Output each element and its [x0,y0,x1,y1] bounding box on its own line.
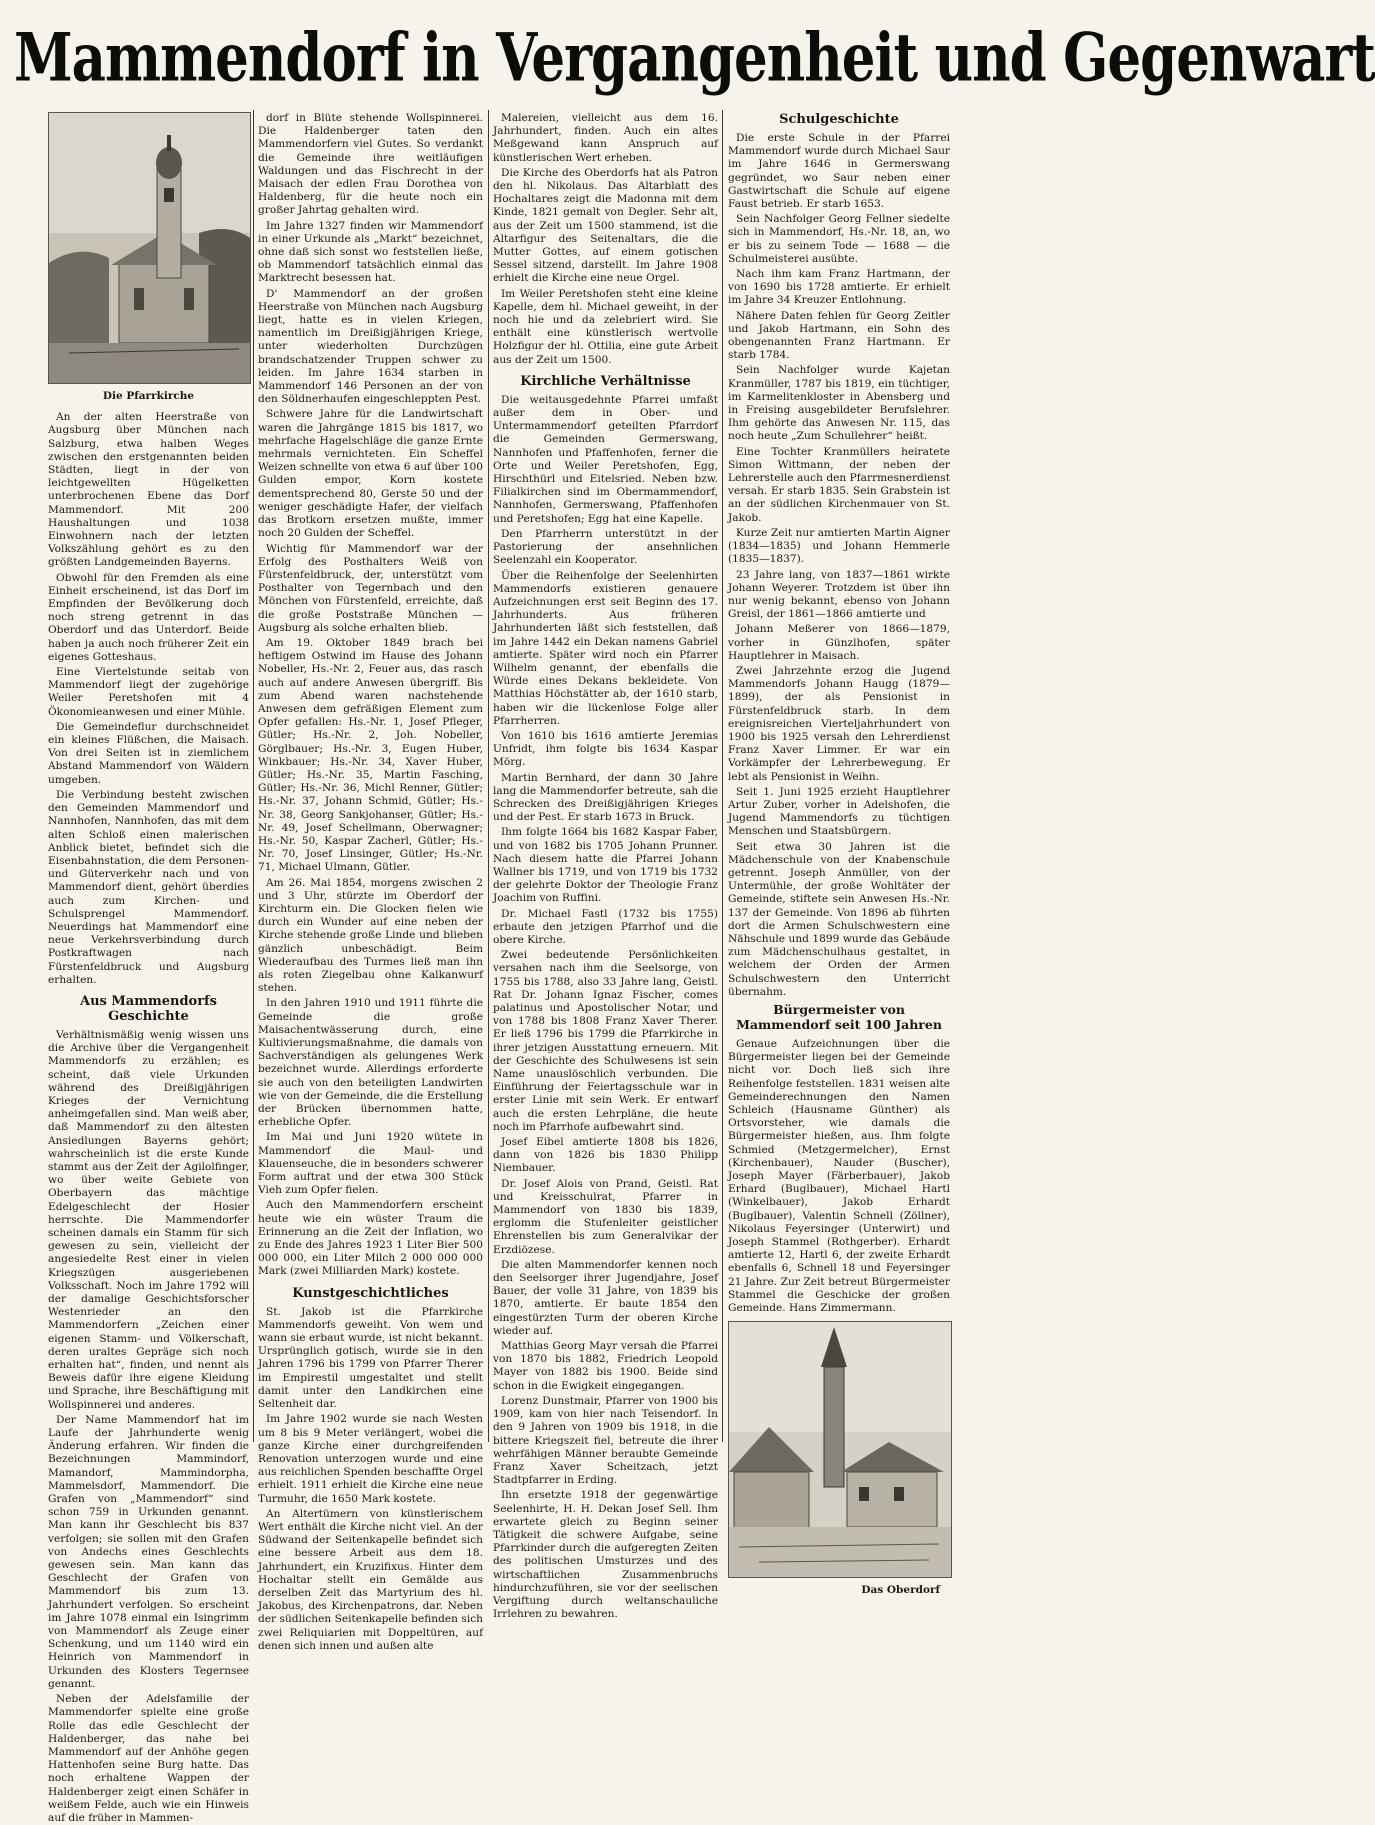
column-rule [253,110,254,1442]
paragraph: Eine Viertelstunde seitab von Mammendorf liegt der zugehörige Weiler Peretshofen mit 4 Ökonomieanwesen und einer Mühle. [48,666,249,718]
paragraph: Nähere Daten fehlen für Georg Zeitler und Jakob Hartmann, ein Sohn des obengenannten Franz Hartmann. Er starb 1784. [728,309,950,362]
paragraph: Die erste Schule in der Pfarrei Mammendorf wurde durch Michael Saur im Jahre 1646 in Germerswang gegründet, wo Saur neben einer Gastwirtschaft die Schule auf eigene Faust betrieb. Er starb 1653. [728,132,950,211]
paragraph: St. Jakob ist die Pfarrkirche Mammendorfs geweiht. Von wem und wann sie erbaut wurde, ist nicht bekannt. Ursprünglich gotisch, wurde sie in den Jahren 1796 bis 1799 von Pfarrer Therer im Empirestil umgestaltet und stellt damit unter den Landkirchen eine Seltenheit dar. [258,1305,483,1411]
paragraph: Von 1610 bis 1616 amtierte Jeremias Unfridt, ihm folgte bis 1634 Kaspar Mörg. [493,729,718,769]
paragraph: Johann Meßerer von 1866—1879, vorher in Günzlhofen, später Hauptlehrer in Maisach. [728,623,950,662]
paragraph: Im Weiler Peretshofen steht eine kleine Kapelle, dem hl. Michael geweiht, in der noch hie und da zelebriert wird. Sie enthält eine künstlerisch wertvolle Holzfigur der hl. Ottilia, eine gute Arbeit aus der Zeit um 1500. [493,287,718,366]
paragraph: Im Jahre 1327 finden wir Mammendorf in einer Urkunde als „Markt“ bezeichnet, ohne daß sich sonst wo feststellen ließe, ob Mammendorf tatsächlich einmal das Marktrecht besessen hat. [258,219,483,285]
paragraph: Josef Eibel amtierte 1808 bis 1826, dann von 1826 bis 1830 Philipp Niembauer. [493,1136,718,1175]
paragraph: Ihm folgte 1664 bis 1682 Kaspar Faber, und von 1682 bis 1705 Johann Prunner. Nach diesem hatte die Pfarrei Johann Wallner bis 1719, und von 1719 bis 1732 der gelehrte Doktor der Theologie Franz Joachim von Ruffini. [493,826,718,905]
paragraph: Zwei Jahrzehnte erzog die Jugend Mammendorfs Johann Haugg (1879—1899), der als Pensionist in Fürstenfeldbruck starb. In dem ereignisreichen Vierteljahrhundert von 1900 bis 1925 versah den Lehrerdienst Franz Xaver Limmer. Er war ein Vorkämpfer der Lehrerbewegung. Er lebt als Pensionist in Weihn. [728,664,950,783]
paragraph: Die weitausgedehnte Pfarrei umfaßt außer dem in Ober- und Untermammendorf geteilten Pfarrdorf die Gemeinden Germerswang, Nannhofen und Pfaffenhofen, ferner die Orte und Weiler Peretshofen, Egg, Hirschthürl und Eitelsried. Neben bzw. Filialkirchen sind im Obermammendorf, Nannhofen, Germerswang, Pfaffenhofen und Peretshofen; Egg hat eine Kapelle. [493,393,718,525]
paragraph: Über die Reihenfolge der Seelenhirten Mammendorfs existieren genauere Aufzeichnungen erst seit Beginn des 17. Jahrhunderts. Aus früheren Jahrhunderten läßt sich feststellen, daß im Jahre 1442 ein Dekan namens Gabriel amtierte. Später wird noch ein Pfarrer Wilhelm genannt, der ebenfalls die Würde eines Dekans bekleidete. Von Matthias Höchstätter ab, der 1610 starb, haben wir die lückenlose Folge aller Pfarrherren. [493,569,718,727]
paragraph: Am 19. Oktober 1849 brach bei heftigem Ostwind im Hause des Johann Nobeller, Hs.-Nr. 2, Feuer aus, das rasch auch auf andere Anwesen übergriff. Bis zum Abend waren nachstehende Anwesen dem gefräßigen Element zum Opfer gefallen: Hs.-Nr. 1, Josef Pfleger, Gütler; Hs.-Nr. 2, Joh. Nobeller, Görglbauer; Hs.-Nr. 3, Eugen Huber, Winkbauer; Hs.-Nr. 34, Xaver Huber, Gütler; Hs.-Nr. 35, Martin Fasching, Gütler; Hs.-Nr. 36, Michl Renner, Gütler; Hs.-Nr. 37, Johann Schmid, Gütler; Hs.-Nr. 38, Georg Sankjohanser, Gütler; Hs.-Nr. 49, Josef Schellmann, Oberwagner; Hs.-Nr. 50, Kaspar Zacherl, Gütler; Hs.-Nr. 70, Josef Linsinger, Gütler; Hs.-Nr. 71, Michael Ulmann, Gütler. [258,636,483,874]
paragraph: Dr. Michael Fastl (1732 bis 1755) erbaute den jetzigen Pfarrhof und die obere Kirche. [493,907,718,946]
paragraph: In den Jahren 1910 und 1911 führte die Gemeinde die große Maisachentwässerung durch, eine Kultivierungsmaßnahme, die damals von Sachverständigen als gelungenes Werk bezeichnet wurde. Allerdings erforderte sie auch von den beteiligten Landwirten wie von der Gemeinde, die die Erstellung der Brücken übernommen hatte, erhebliche Opfer. [258,997,483,1129]
paragraph: Die alten Mammendorfer kennen noch den Seelsorger ihrer Jugendjahre, Josef Bauer, der volle 31 Jahre, von 1839 bis 1870, amtierte. Er baute 1854 den eingestürzten Turm der oberen Kirche wieder auf. [493,1258,718,1337]
section-heading-mayors: Bürgermeister von Mammendorf seit 100 Jahren [736,1002,942,1032]
paragraph: Im Mai und Juni 1920 wütete in Mammendorf die Maul- und Klauenseuche, die in besonders schwerer Form auftrat und der etwa 300 Stück Vieh zum Opfer fielen. [258,1131,483,1197]
masthead-title: Mammendorf in Vergangenheit und Gegenwart [14,19,1375,97]
paragraph: Ihn ersetzte 1918 der gegenwärtige Seelenhirte, H. H. Dekan Josef Sell. Ihm erwartete gleich zu Beginn seiner Tätigkeit die schwere Aufgabe, seine Pfarrkinder durch die aufgeregten Zeiten des politischen Umsturzes und des wirtschaftlichen Zusammenbruchs hindurchzuführen, sie vor der seelischen Vergiftung durch weltanschauliche Irrlehren zu bewahren. [493,1489,718,1621]
paragraph: 23 Jahre lang, von 1837—1861 wirkte Johann Weyerer. Trotzdem ist über ihn nur wenig bekannt, ebenso von Johann Greisl, der 1861—1866 amtierte und [728,568,950,621]
column-3 [493,112,718,1621]
column-4 [728,112,950,1597]
paragraph: Die Kirche des Oberdorfs hat als Patron den hl. Nikolaus. Das Altarblatt des Hochaltares zeigt die Madonna mit dem Kinde, 1821 gemalt von Degler. Sehr alt, aus der Zeit um 1500 stammend, ist die Altarfigur des Seitenaltars, die die Mutter Gottes, auf einem gotischen Sessel sitzend, darstellt. Im Jahre 1908 erhielt die Kirche eine neue Orgel. [493,166,718,285]
section-heading-church: Kirchliche Verhältnisse [520,373,691,389]
paragraph: Nach ihm kam Franz Hartmann, der von 1690 bis 1728 amtierte. Er erhielt im Jahre 34 Kreuzer Entlohnung. [728,268,950,307]
paragraph: Sein Nachfolger Georg Fellner siedelte sich in Mammendorf, Hs.-Nr. 18, an, wo er bis zu seinem Tode — 1688 — die Schulmeisterei ausübte. [728,213,950,265]
paragraph: Verhältnismäßig wenig wissen uns die Archive über die Vergangenheit Mammendorfs zu erzählen; es scheint, daß viele Urkunden während des Dreißigjährigen Krieges der Vernichtung anheimgefallen sind. Man weiß aber, daß Mammendorf zu den ältesten Ansiedlungen Bayerns gehört; wahrscheinlich ist die erste Kunde stammt aus der Zeit der Agilolfinger, wo über weite Gebiete von Oberbayern das mächtige Edelgeschlecht der Hosier herrschte. Die Mammendorfer scheinen damals ein Stamm für sich gewesen zu sein, vielleicht der angesiedelte Rest einer in vielen Kriegszügen ausgeriebenen Volksschaft. Noch im Jahre 1792 will der damalige Geschichtsforscher Westenrieder an den Mammendorfern „Zeichen einer eigenen Stamm- und Völkerschaft, deren uraltes Gepräge sich noch erhalten hat“, finden, und nennt als Beweis dafür ihre eigene Kleidung und Sprache, ihre Beschäftigung mit Wollspinnerei und anderes. [48,1028,249,1411]
paragraph: Malereien, vielleicht aus dem 16. Jahrhundert, finden. Auch ein altes Meßgewand kann Anspruch auf künstlerischen Wert erheben. [493,112,718,164]
church-illustration [49,113,250,383]
section-heading-school: Schulgeschichte [779,112,899,127]
paragraph: Wichtig für Mammendorf war der Erfolg des Posthalters Weiß von Fürstenfeldbruck, der, unterstützt vom Posthalter von Tegernbach und den Mönchen von Fürstenfeld, erreichte, daß die große Poststraße München — Augsburg als solche erhalten blieb. [258,542,483,634]
paragraph: Den Pfarrherrn unterstützt in der Pastorierung der ansehnlichen Seelenzahl ein Kooperator. [493,527,718,567]
section-heading-art: Kunstgeschichtliches [292,1285,449,1301]
paragraph: Im Jahre 1902 wurde sie nach Westen um 8 bis 9 Meter verlängert, wobei die ganze Kirche einer durchgreifenden Renovation unterzogen wurde und eine aus reichlichen Spenden beschaffte Orgel erhielt. 1911 erhielt die Kirche eine neue Turmuhr, die 1650 Mark kostete. [258,1413,483,1505]
oberdorf-photo [728,1321,952,1578]
section-heading-history: Aus Mammendorfs Geschichte [80,993,217,1024]
paragraph: Lorenz Dunstmair, Pfarrer von 1900 bis 1909, kam von hier nach Teisendorf. In den 9 Jahren von 1909 bis 1918, in die bittere Kriegszeit fiel, betreute die ihrer wehrfähigen Männer beraubte Gemeinde Franz Xaver Scheitzach, jetzt Stadtpfarrer in Erding. [493,1394,718,1487]
oberdorf-illustration [729,1322,951,1577]
paragraph: An Altertümern von künstlerischem Wert enthält die Kirche nicht viel. An der Südwand der Seitenkapelle befindet sich eine bessere Arbeit aus dem 18. Jahrhundert, ein Kruzifixus. Hinter dem Hochaltar stellt ein Gemälde aus derselben Zeit das Martyrium des hl. Jakobus, des Kirchenpatrons, dar. Neben der südlichen Seitenkapelle befinden sich zwei Reliquiarien mit Doppeltüren, auf denen sich innen und außen alte [258,1507,483,1652]
paragraph: Martin Bernhard, der dann 30 Jahre lang die Mammendorfer betreute, sah die Schrecken des Dreißigjährigen Krieges und der Pest. Er starb 1673 in Bruck. [493,771,718,824]
paragraph: dorf in Blüte stehende Wollspinnerei. Die Haldenberger taten den Mammendorfern viel Gutes. So verdankt die Gemeinde ihre weitläufigen Waldungen und das Fischrecht in der Maisach der edlen Frau Dorothea von Haldenberg, für die heute noch ein großer Jahrtag gehalten wird. [258,112,483,217]
paragraph: Auch den Mammendorfern erscheint heute wie ein wüster Traum die Erinnerung an die Zeit der Inflation, wo zu Ende des Jahres 1923 1 Liter Bier 500 000 000, ein Liter Milch 2 000 000 000 Mark (zwei Milliarden Mark) kostete. [258,1199,483,1278]
paragraph: Genaue Aufzeichnungen über die Bürgermeister liegen bei der Gemeinde nicht vor. Doch ließ sich ihre Reihenfolge feststellen. 1831 weisen alte Gemeinderechnungen den Namen Schleich (Hausname Günther) als Ortsvorsteher, wie damals die Bürgermeister hießen, aus. Ihm folgte Schmied (Metzgermelcher), Ernst (Kirchenbauer), Nauder (Buscher), Joseph Mayer (Färberbauer), Jakob Erhard (Buglbauer), Michael Hartl (Winkelbauer), Jakob Erhardt (Buglbauer), Valentin Schnell (Zöllner), Nikolaus Feyersinger (Unterwirt) und Joseph Stammel (Rothgerber). Erhardt amtierte 12, Hartl 6, der zweite Erhardt ebenfalls 6, Schnell 18 und Feyersinger 21 Jahre. Zur Zeit betreut Bürgermeister Stammel die Geschicke der großen Gemeinde. Hans Zimmermann. [728,1038,950,1315]
church-photo-caption: Die Pfarrkirche [102,390,195,402]
column-rule [722,110,723,1442]
paragraph: Der Name Mammendorf hat im Laufe der Jahrhunderte wenig Änderung erfahren. Wir finden die Bezeichnungen Mammindorf, Mamandorf, Mammindorpha, Mammelsdorf, Mammendorf. Die Grafen von „Mammendorf“ sind schon 759 in Urkunden genannt. Man kann ihr Geschlecht bis 837 verfolgen; sie sollen mit den Grafen von Andechs eines Geschlechts gewesen sein. Man kann das Geschlecht der Grafen von Mammendorf bis zum 13. Jahrhundert verfolgen. So erscheint im Jahre 1078 einmal ein Isingrimm von Mammendorf als Zeuge einer Schenkung, und um 1140 wird ein Heinrich von Mammendorf in Urkunden des Klosters Tegernsee genannt. [48,1413,249,1690]
paragraph: Am 26. Mai 1854, morgens zwischen 2 und 3 Uhr, stürzte im Oberdorf der Kirchturm ein. Die Glocken fielen wie durch ein Wunder auf eine neben der Kirche stehende große Linde und blieben gänzlich unbeschädigt. Beim Wiederaufbau des Turmes ließ man ihn als roten Ziegelbau ohne Kalkanwurf stehen. [258,876,483,995]
church-photo [48,112,251,384]
oberdorf-photo-caption: Das Oberdorf [861,1584,940,1597]
paragraph: Schwere Jahre für die Landwirtschaft waren die Jahrgänge 1815 bis 1817, wo mehrfache Hagelschläge die ganze Ernte mehrmals vernichteten. Ein Scheffel Weizen schnellte von etwa 6 auf über 100 Gulden empor, Korn kostete dementsprechend 80, Gerste 50 und der weniger geschädigte Hafer, der vielfach das Brotkorn ersetzen mußte, immer noch 20 Gulden der Scheffel. [258,408,483,540]
paragraph: Kurze Zeit nur amtierten Martin Aigner (1834—1835) und Johann Hemmerle (1835—1837). [728,526,950,566]
paragraph: Sein Nachfolger wurde Kajetan Kranmüller, 1787 bis 1819, ein tüchtiger, im Karmelitenkloster in Abensberg und in Freising ausgebildeter Berufslehrer. Ihm gehörte das Anwesen Nr. 115, das noch heute „Zum Schullehrer“ heißt. [728,364,950,443]
paragraph: Dr. Josef Alois von Prand, Geistl. Rat und Kreisschulrat, Pfarrer in Mammendorf von 1830 bis 1839, erglomm die Stufenleiter geistlicher Ehrenstellen bis zum Generalvikar der Erzdiözese. [493,1177,718,1256]
paragraph: Seit etwa 30 Jahren ist die Mädchenschule von der Knabenschule getrennt. Joseph Anmüller, von der Untermühle, der große Wohltäter der Gemeinde, stiftete sein Anwesen Hs.-Nr. 137 der Gemeinde. Von 1896 ab führten dort die Armen Schulschwestern eine Nähschule und 1899 wurde das Gebäude zum Mädchenschulhaus gestaltet, in welchem der Orden der Armen Schulschwestern den Unterricht übernahm. [728,840,950,998]
paragraph: Zwei bedeutende Persönlichkeiten versahen nach ihm die Seelsorge, von 1755 bis 1788, also 33 Jahre lang, Geistl. Rat Dr. Johann Ignaz Fischer, comes palatinus und Apostolischer Notar, und von 1788 bis 1808 Franz Xaver Therer. Er ließ 1796 bis 1799 die Pfarrkirche in ihrer jetzigen Ausstattung erneuern. Mit der Geschichte des Schulwesens ist sein Name unauslöschlich verbunden. Die Einführung der Feiertagsschule war in erster Linie mit sein Werk. Er entwarf auch die ersten Lehrpläne, die heute noch im Pfarrhofe aufbewahrt sind. [493,949,718,1133]
paragraph: Neben der Adelsfamilie der Mammendorfer spielte eine große Rolle das edle Geschlecht der Haldenberger, das nahe bei Mammendorf auf der Anhöhe gegen Hattenhofen seine Burg hatte. Das noch erhaltene Wappen der Haldenberger zeigt einen Schäfer in weißem Felde, auch wie ein Hinweis auf die früher in Mammen- [48,1693,249,1824]
paragraph: Die Verbindung besteht zwischen den Gemeinden Mammendorf und Nannhofen, Nannhofen, das mit dem alten Schloß einen malerischen Anblick bietet, befindet sich die Eisenbahnstation, die dem Personen- und Güterverkehr nach und von Mammendorf dient, gehört überdies auch zum Kirchen- und Schulsprengel Mammendorf. Neuerdings hat Mammendorf eine neue Verkehrsverbindung durch Postkraftwagen nach Fürstenfeldbruck und Augsburg erhalten. [48,788,249,986]
paragraph: Seit 1. Juni 1925 erzieht Hauptlehrer Artur Zuber, vorher in Adelshofen, die Jugend Mammendorfs zu tüchtigen Menschen und Staatsbürgern. [728,785,950,838]
column-1 [48,112,249,1824]
paragraph: Obwohl für den Fremden als eine Einheit erscheinend, ist das Dorf im Empfinden der Bevölkerung doch noch streng getrennt in das Oberdorf und das Unterdorf. Beide haben ja auch noch früherer Zeit ein eigenes Gotteshaus. [48,571,249,663]
column-rule [488,110,489,1442]
paragraph: An der alten Heerstraße von Augsburg über München nach Salzburg, etwa halben Weges zwischen den erstgenannten beiden Städten, liegt in der von leichtgewellten Hügelketten unterbrochenen Ebene das Dorf Mammendorf. Mit 200 Haushaltungen und 1038 Einwohnern nach der letzten Volkszählung gehört es zu den größten Landgemeinden Bayerns. [48,411,249,569]
paragraph: D' Mammendorf an der großen Heerstraße von München nach Augsburg liegt, hatte es in vielen Kriegen, namentlich im Dreißigjährigen Kriege, unter wiederholten Durchzügen brandschatzender Truppen schwer zu leiden. Im Jahre 1634 starben in Mammendorf 146 Personen an der von den Söldnerhaufen eingeschleppten Pest. [258,287,483,406]
paragraph: Eine Tochter Kranmüllers heiratete Simon Wittmann, der neben der Lehrerstelle auch den Pfarrmesnerdienst versah. Er starb 1835. Sein Grabstein ist an der südlichen Kirchenmauer von St. Jakob. [728,445,950,524]
column-2 [258,112,483,1652]
paragraph: Matthias Georg Mayr versah die Pfarrei von 1870 bis 1882, Friedrich Leopold Mayer von 1882 bis 1900. Beide sind schon in die Ewigkeit eingegangen. [493,1340,718,1392]
paragraph: Die Gemeindeflur durchschneidet ein kleines Flüßchen, die Maisach. Von drei Seiten ist in ziemlichem Abstand Mammendorf von Wäldern umgeben. [48,720,249,786]
